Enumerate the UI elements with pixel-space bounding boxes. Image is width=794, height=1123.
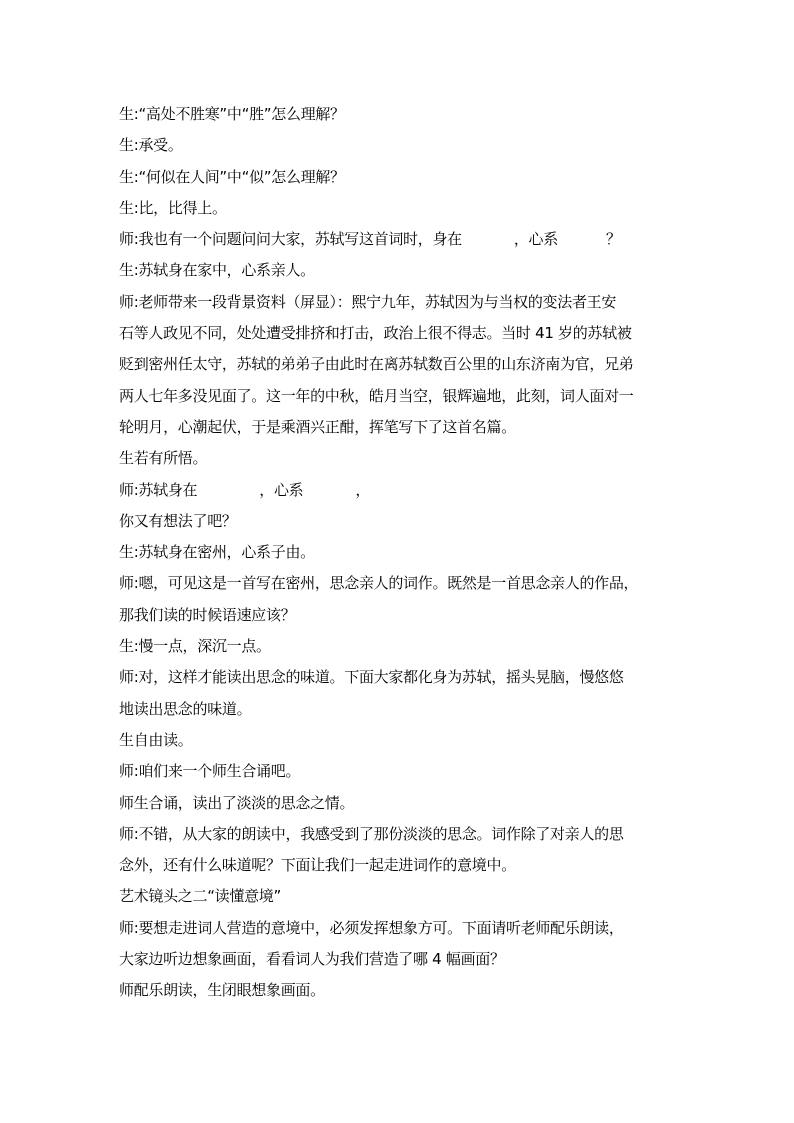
dialogue-line: 生:“何似在人间”中“似”怎么理解？ (119, 167, 345, 186)
question-part-1: 师:苏轼身在 (119, 480, 198, 499)
reading-paragraph (119, 662, 679, 725)
paragraph-line: 师:嗯，可见这是一首写在密州，思念亲人的词作。既然是一首思念亲人的作品， (119, 574, 639, 593)
question-part-1: 师:我也有一个问题问问大家，苏轼写这首词时，身在 (119, 230, 462, 249)
teacher-question-blank (119, 224, 679, 255)
paragraph-line: 贬到密州任太守，苏轼的弟弟子由此时在离苏轼数百公里的山东济南为官，兄弟 (119, 355, 634, 374)
paragraph-line: 念外，还有什么味道呢？下面让我们一起走进词作的意境中。 (119, 856, 516, 875)
paragraph-line: 轮明月，心潮起伏，于是乘酒兴正酣，挥笔写下了这首名篇。 (119, 417, 516, 436)
stage-note: 师配乐朗读，生闭眼想象画面。 (119, 981, 325, 1000)
dialogue-line: 生:比，比得上。 (119, 198, 227, 217)
paragraph-line: 师:不错，从大家的朗读中，我感受到了那份淡淡的思念。词作除了对亲人的思 (119, 824, 624, 843)
paragraph-line: 两人七年多没见面了。这一年的中秋，皓月当空，银辉遍地，此刻，词人面对一 (119, 386, 634, 405)
student-answer: 生:苏轼身在密州，心系子由。 (119, 543, 315, 562)
teacher-question-cont: 你又有想法了吧？ (119, 511, 237, 530)
feeling-paragraph (119, 819, 679, 882)
paragraph-line: 石等人政见不同，处处遭受排挤和打击，政治上很不得志。当时 41 岁的苏轼被 (119, 324, 632, 343)
student-answer: 生:苏轼身在家中，心系亲人。 (119, 261, 315, 280)
question-part-3: ， (355, 480, 371, 499)
question-part-2: ，心系 (513, 230, 558, 249)
student-answer: 生:慢一点，深沉一点。 (119, 637, 271, 656)
paragraph-line: 大家边听边想象画面，看看词人为我们营造了哪 4 幅画面？ (119, 950, 505, 969)
background-paragraph (119, 287, 679, 443)
paragraph-line: 师:对，这样才能读出思念的味道。下面大家都化身为苏轼，摇头晃脑，慢悠悠 (119, 668, 624, 687)
question-part-2: ，心系 (259, 480, 304, 499)
teacher-line: 师:咱们来一个师生合诵吧。 (119, 762, 301, 781)
stage-note: 师生合诵，读出了淡淡的思念之情。 (119, 793, 355, 812)
dialogue-line: 生:承受。 (119, 136, 183, 155)
document-body (119, 99, 679, 1007)
dialogue-line: 生:“高处不胜寒”中“胜”怎么理解？ (119, 105, 345, 123)
paragraph-line: 师:要想走进词人营造的意境中，必须发挥想象方可。下面请听老师配乐朗读， (119, 918, 624, 937)
paragraph-line: 师:老师带来一段背景资料（屏显）：熙宁九年，苏轼因为与当权的变法者王安 (119, 292, 617, 311)
question-part-3: ？ (605, 230, 621, 249)
stage-note: 生自由读。 (119, 730, 193, 749)
teacher-question-blank-2 (119, 475, 679, 506)
paragraph-line: 那我们读的时候语速应该？ (119, 605, 296, 624)
student-reaction: 生若有所悟。 (119, 449, 208, 468)
section-title: 艺术镜头之二“读懂意境” (119, 887, 281, 906)
imagine-paragraph (119, 913, 679, 976)
speed-paragraph (119, 568, 679, 631)
paragraph-line: 地读出思念的味道。 (119, 699, 252, 718)
